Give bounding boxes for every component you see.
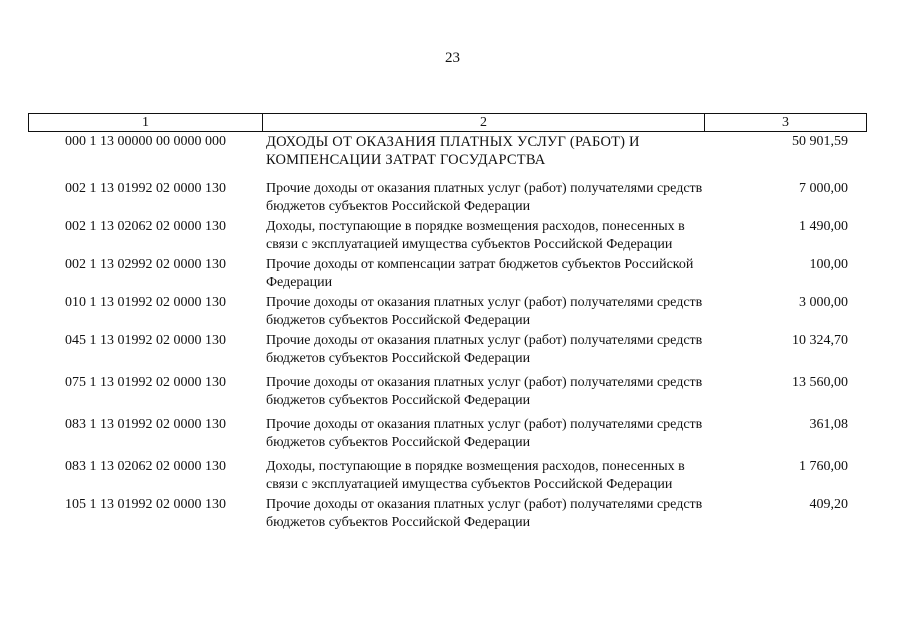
budget-code: 002 1 13 02992 02 0000 130 (65, 257, 226, 272)
table-row (28, 496, 866, 532)
amount: 361,08 (809, 417, 848, 432)
income-name: Прочие доходы от оказания платных услуг (работ) получателями средств бюджетов субъектов Российской Федерации (266, 497, 703, 530)
table-row (28, 256, 866, 292)
amount: 1 760,00 (799, 459, 848, 474)
amount: 13 560,00 (792, 375, 848, 390)
page-number: 23 (445, 50, 460, 66)
amount: 409,20 (809, 497, 848, 512)
table-row (28, 332, 866, 368)
table-row (28, 374, 866, 410)
income-name: Доходы, поступающие в порядке возмещения расходов, понесенных в связи с эксплуатацией имущества субъектов Российской Федерации (266, 219, 685, 252)
amount: 100,00 (809, 257, 848, 272)
budget-code: 002 1 13 02062 02 0000 130 (65, 219, 226, 234)
amount: 7 000,00 (799, 181, 848, 196)
budget-code: 000 1 13 00000 00 0000 000 (65, 134, 226, 149)
budget-code: 105 1 13 01992 02 0000 130 (65, 497, 226, 512)
column-header-table (28, 113, 867, 132)
amount: 3 000,00 (799, 295, 848, 310)
budget-code: 075 1 13 01992 02 0000 130 (65, 375, 226, 390)
column-header-row (29, 114, 867, 132)
column-header-3: 3 (705, 114, 867, 132)
amount: 1 490,00 (799, 219, 848, 234)
table-row (28, 218, 866, 254)
income-name: Прочие доходы от компенсации затрат бюджетов субъектов Российской Федерации (266, 257, 694, 290)
income-name: Прочие доходы от оказания платных услуг (работ) получателями средств бюджетов субъектов Российской Федерации (266, 333, 703, 366)
amount: 10 324,70 (792, 333, 848, 348)
table-row (28, 416, 866, 452)
income-name: Прочие доходы от оказания платных услуг (работ) получателями средств бюджетов субъектов Российской Федерации (266, 295, 703, 328)
table-row (28, 180, 866, 216)
budget-code: 083 1 13 02062 02 0000 130 (65, 459, 226, 474)
table-row (28, 133, 866, 169)
budget-code: 083 1 13 01992 02 0000 130 (65, 417, 226, 432)
table-row (28, 458, 866, 494)
income-table-body (28, 133, 866, 534)
income-name: Прочие доходы от оказания платных услуг (работ) получателями средств бюджетов субъектов Российской Федерации (266, 417, 703, 450)
budget-code: 002 1 13 01992 02 0000 130 (65, 181, 226, 196)
budget-code: 010 1 13 01992 02 0000 130 (65, 295, 226, 310)
column-header-2: 2 (263, 114, 705, 132)
table-row (28, 294, 866, 330)
income-name: ДОХОДЫ ОТ ОКАЗАНИЯ ПЛАТНЫХ УСЛУГ (РАБОТ) И КОМПЕНСАЦИИ ЗАТРАТ ГОСУДАРСТВА (266, 134, 640, 168)
income-name: Прочие доходы от оказания платных услуг (работ) получателями средств бюджетов субъектов Российской Федерации (266, 375, 703, 408)
budget-code: 045 1 13 01992 02 0000 130 (65, 333, 226, 348)
income-name: Прочие доходы от оказания платных услуг (работ) получателями средств бюджетов субъектов Российской Федерации (266, 181, 703, 214)
column-header-1: 1 (29, 114, 263, 132)
amount: 50 901,59 (792, 134, 848, 149)
income-name: Доходы, поступающие в порядке возмещения расходов, понесенных в связи с эксплуатацией имущества субъектов Российской Федерации (266, 459, 685, 492)
